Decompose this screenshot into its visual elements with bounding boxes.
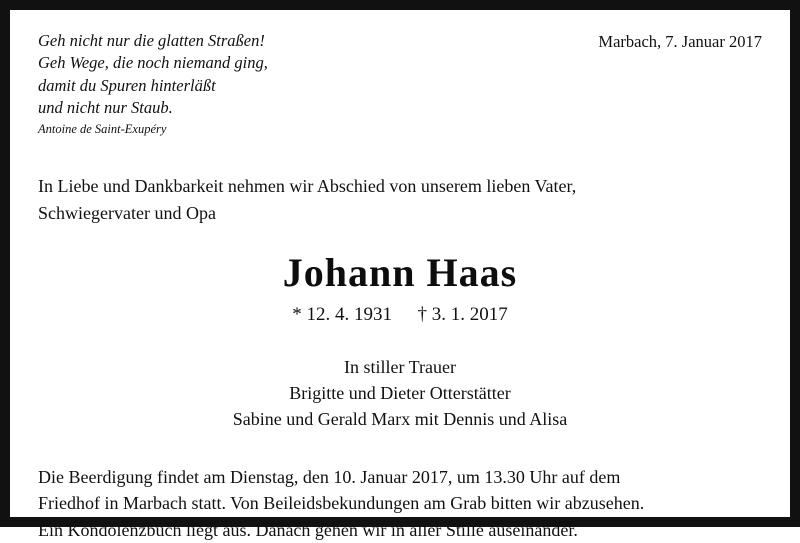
- place-and-date: Marbach, 7. Januar 2017: [598, 32, 762, 51]
- mourners-block: [38, 354, 762, 432]
- mourner-line-1: Brigitte und Dieter Otterstätter: [289, 383, 511, 404]
- quote-block: [38, 30, 268, 137]
- funeral-details-line-1: Die Beerdigung findet am Dienstag, den 10. Januar 2017, um 13.30 Uhr auf dem: [38, 467, 621, 488]
- mourning-heading: In stiller Trauer: [344, 357, 456, 378]
- funeral-details: [38, 464, 762, 542]
- header-row: [38, 30, 762, 137]
- deceased-name: Johann Haas: [282, 250, 518, 296]
- mourner-line-2: Sabine und Gerald Marx mit Dennis und Alisa: [232, 409, 568, 430]
- quote-text: [38, 30, 268, 119]
- introduction-text: [38, 173, 762, 227]
- quote-line-1: Geh nicht nur die glatten Straßen!: [38, 31, 265, 50]
- funeral-details-line-3: Ein Kondolenzbuch liegt aus. Danach gehen wir in aller Stille auseinander.: [38, 519, 578, 540]
- quote-line-2: Geh Wege, die noch niemand ging,: [38, 53, 268, 73]
- quote-line-3: damit du Spuren hinterläßt: [38, 75, 216, 95]
- funeral-details-line-2: Friedhof in Marbach statt. Von Beileidsbekundungen am Grab bitten wir abzusehen.: [38, 493, 645, 514]
- birth-date: * 12. 4. 1931: [292, 304, 392, 326]
- death-date: † 3. 1. 2017: [417, 304, 508, 326]
- quote-line-4: und nicht nur Staub.: [38, 97, 173, 117]
- deceased-dates: [38, 304, 762, 326]
- introduction-line-2: Schwiegervater und Opa: [38, 203, 216, 224]
- quote-author: Antoine de Saint-Exupéry: [38, 122, 167, 137]
- introduction-line-1: In Liebe und Dankbarkeit nehmen wir Abschied von unserem lieben Vater,: [38, 176, 577, 197]
